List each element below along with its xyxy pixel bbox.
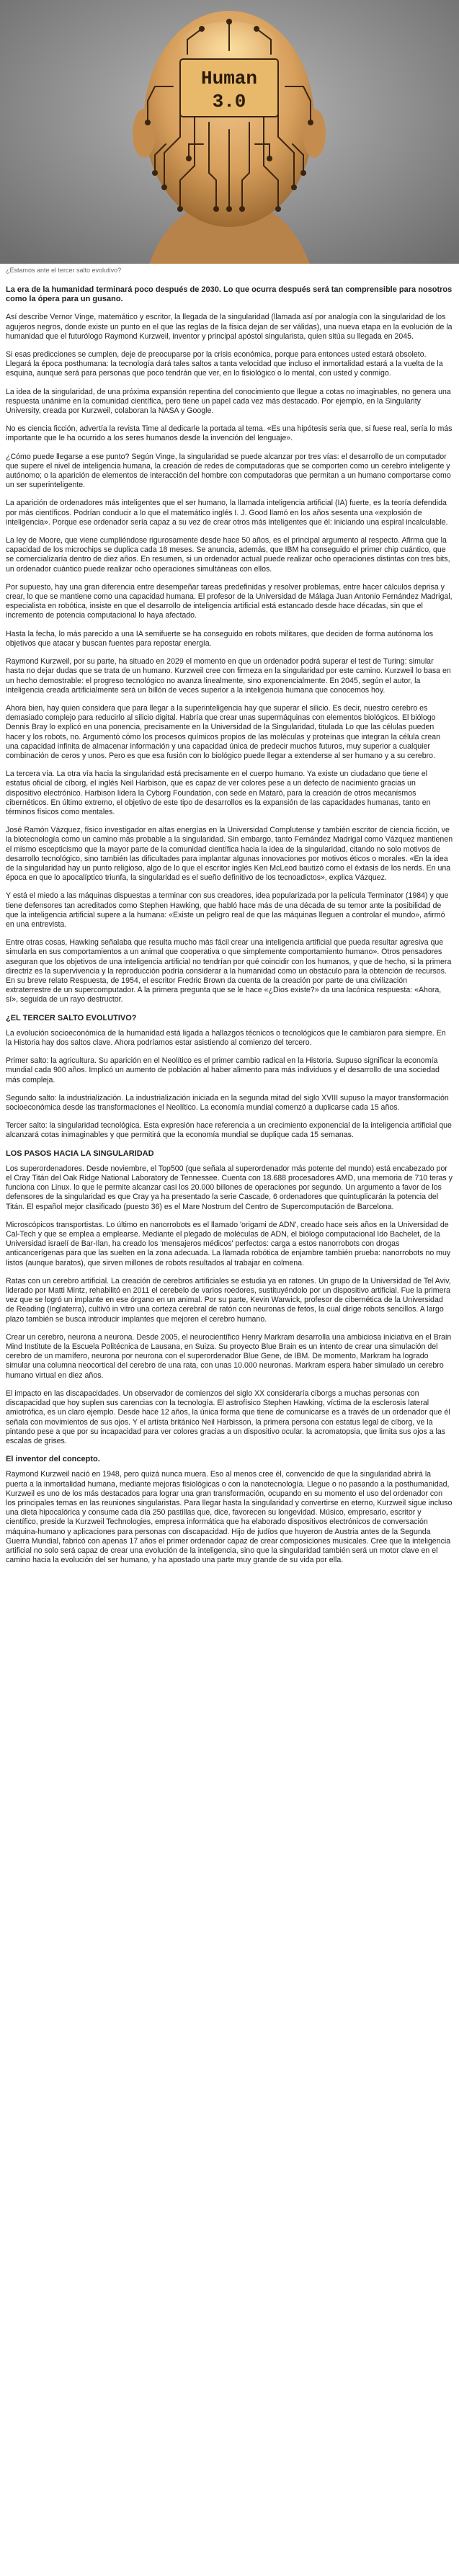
section-heading: LOS PASOS HACIA LA SINGULARIDAD xyxy=(6,1149,154,1158)
article-body xyxy=(0,281,459,1565)
paragraph: Y está el miedo a las máquinas dispuestas a terminar con sus creadores, idea popularizada por la película Terminator (1984) y que tiene defensores tan acreditados como Stephen Hawking, que habló hace más de una década de su temor ante la posibilidad de que la inteligencia artificial supere a la humana: «Existe un peligro real de que las máquinas lleguen a controlar el mundo», afirmó en una entrevista. xyxy=(6,891,449,929)
paragraph: Crear un cerebro, neurona a neurona. Desde 2005, el neurocientífico Henry Markram desarrolla una ambiciosa iniciativa en el Brain Mind Institute de la Escuela Politécnica de Lausana, en Suiza. Su proyecto Blue Brain es un intento de crear una simulación del cerebro de un mamífero, neurona por neurona con el superordenador Blue Gene, de IBM. De momento, Markram ha logrado simular una columna neocortical del cerebro de una rata, con unas 10.000 neuronas. Markram espera haber simulado un cerebro humano virtual en diez años. xyxy=(6,1332,452,1380)
paragraph: Raymond Kurzweil nació en 1948, pero quizá nunca muera. Eso al menos cree él, convencido de que la singularidad abrirá la puerta a la inmortalidad humana, mediante mejoras fisiológicas o con la nanotecnología. Llegue o no pasando a la posthumanidad, Kurzweil es uno de los más destacados para lograr una gran transformación, ocupando en su momento el uso del ordenador con los principales temas en las reuniones singularistas. Para llegar hasta la singularidad y convertirse en eterno, Kurzweil sigue incluso una dieta hipocalórica y consume cada día 250 pastillas que, dice, favorecen su longevidad. Músico, empresario, escritor y científico, preside la Kurzweil Technologies, empresa informática que ha elaborado dispositivos electrónicos de conversación máquina-humano y aplicaciones para personas con discapacidad. Hijo de judíos que huyeron de Austria antes de la Segunda Guerra Mundial, fabricó con apenas 17 años el primer ordenador capaz de crear composiciones musicales. Cree que la inteligencia artificial no solo será capaz de crear una evolución de la inteligencia, sino que la singularidad también será un motor clave en el camino hacia la evolución del ser humano, y ha apostado una parte muy grande de su vida por ella. xyxy=(6,1470,453,1565)
section-heading: ¿EL TERCER SALTO EVOLUTIVO? xyxy=(6,1013,137,1022)
paragraph: La evolución socioeconómica de la humanidad está ligada a hallazgos técnicos o tecnológicos que le cambiaron para siempre. En la Historia hay dos saltos clave. Ahora podríamos estar asistiendo al comienzo del tercero. xyxy=(6,1028,446,1047)
paragraph: La aparición de ordenadores más inteligentes que el ser humano, la llamada inteligencia artificial (IA) fuerte, es la teoría defendida por más científicos. Podrían conducir a lo que el matemático inglés I. J. Good llamó en los años sesenta una «explosión de inteligencia». Porque ese ordenador sería capaz a su vez de crear otros más inteligentes que él: iniciando una espiral incalculable. xyxy=(6,499,448,527)
hero-image xyxy=(0,0,459,281)
paragraph: El impacto en las discapacidades. Un observador de comienzos del siglo XX consideraría cíborgs a muchas personas con discapacidad que hoy suplen sus carencias con la tecnología. El astrofísico Stephen Hawking, víctima de la esclerosis lateral amiotrófica, es un claro ejemplo. Desde hace 12 años, la única forma que tiene de comunicarse es a través de un ordenador que él señala con movimientos de sus ojos. Y el artista británico Neil Harbisson, la primera persona con estatus legal de cíborg, ve la pintando pese a que por su incapacidad para ver colores gracias a un dispositivo ocular. la acromatopsia, que limita sus ojos a las escalas de grises. xyxy=(6,1389,450,1445)
paragraph: Los superordenadores. Desde noviembre, el Top500 (que señala al superordenador más potente del mundo) está encabezado por el Cray Titán del Oak Ridge National Laboratory de Tennessee. Cuenta con 18.688 procesadores AMD, una memoria de 710 teras y funciona con Linux. lo que le permite alcanzar casi los 20.000 billones de operaciones por segundo. Un argumento a favor de los defensores de la singularidad es que Cray ya ha presentado la serie Cascade, 6 ordenadores que quintuplicarán la potencia del Titán. El español mejor clasificado (puesto 36) es el Mare Nostrum del Centro de Supercomputación de Barcelona. xyxy=(6,1164,453,1211)
paragraph: Microscópicos transportistas. Lo último en nanorrobots es el llamado 'origami de ADN', creado hace seis años en la Universidad de Cal-Tech y que se emplea a emplearse. Mediante el plegado de moléculas de ADN, el biólogo computacional Ido Bachelet, de la Universidad israelí de Bar-Ilan, ha creado los 'mensajeros médicos' perfectos: carga a estos nanorrobots con drogas anticancerígenas para que las suelten en la zona adecuada. La llamada robótica de enjambre también prueba: nanorrobots no muy listos (aunque baratos), que sirven millones de robots resultados al trabajar en colmena. xyxy=(6,1220,451,1267)
paragraph: Segundo salto: la industrialización. La industrialización iniciada en la segunda mitad del siglo XVIII supuso la mayor transformación socioeconómica desde las transformaciones el Neolítico. La economía mundial comenzó a duplicarse cada 15 años. xyxy=(6,1093,449,1113)
hero-title-line2: 3.0 xyxy=(212,91,246,112)
paragraph: No es ciencia ficción, advertía la revista Time al dedicarle la portada al tema. «Es una hipótesis seria que, si fuese real, sería lo más importante que le ha ocurrido a los seres humanos desde la invención del lenguaje». xyxy=(6,424,453,443)
paragraph: La idea de la singularidad, de una próxima expansión repentina del conocimiento que llegue a cotas no imaginables, no genera una respuesta unánime en la comunidad científica, pero tiene un papel cada vez más destacado. Por ejemplo, en la Singularity University, creada por Kurzweil, colaboran la NASA y Google. xyxy=(6,387,451,416)
paragraph: Tercer salto: la singularidad tecnológica. Esta expresión hace referencia a un crecimiento exponencial de la inteligencia artificial que alcanzará cotas inimaginables y que permitirá que la economía mundial se duplique cada 15 semanas. xyxy=(6,1121,452,1140)
paragraph: Entre otras cosas, Hawking señalaba que resulta mucho más fácil crear una inteligencia artificial que pueda resultar agresiva que simularla en sus comportamientos a un animal que cooperativa o que simplemente comportamiento humano». Otros pensadores aseguran que los objetivos de una inteligencia artificial no tendrían por qué coincidir con los humanos, y que de hecho, si la primera directriz es la supervivencia y la reproducción podría considerar a la humanidad como un obstáculo para la obtención de recursos. En su breve relato Respuesta, de 1954, el escritor Fredric Brown da cuenta de la creación por parte de una civilización extraterrestre de un supercomputador. A la primera pregunta que se le hace «¿Dios existe?» da una lacónica respuesta: «Ahora, sí», seguida de un rayo destructor. xyxy=(6,938,452,1004)
cyborg-head-illustration xyxy=(0,0,459,281)
image-caption: ¿Estamos ante el tercer salto evolutivo? xyxy=(0,264,459,281)
paragraph: La ley de Moore, que viene cumpliéndose rigurosamente desde hace 50 años, es el principal argumento al respecto. Afirma que la capacidad de los microchips se duplica cada 18 meses. Se anuncia, además, que IBM ha conseguido el primer chip cuántico, que se comercializaría dentro de diez años. En resumen, si un ordenador actual puede realizar ocho operaciones distintas con tres bits, un ordenador cuántico puede realizar ocho operaciones simultáneas con ellos. xyxy=(6,536,450,574)
paragraph: La tercera vía. La otra vía hacia la singularidad está precisamente en el cuerpo humano. Ya existe un ciudadano que tiene el estatus oficial de cíborg, el inglés Neil Harbison, que es capaz de ver colores pese a un defecto de nacimiento gracias un dispositivo electrónico. Harbison lidera la Cyborg Foundation, con sede en Mataró, para la creación de otros mecanismos cibernéticos. En último extremo, el objetivo de este tipo de desarrollos es la expansión de las capacidades humanas, tanto en términos físicos como mentales. xyxy=(6,770,431,816)
paragraph: ¿Cómo puede llegarse a ese punto? Según Vinge, la singularidad se puede alcanzar por tres vías: el desarrollo de un computador que supere el nivel de inteligencia humana, la creación de redes de computadoras que se comporten como un cerebro inteligente y autónomo; o la aparición de elementos de interacción del hombre con computadoras que permitan a un humano comportarse como un ser superinteligente. xyxy=(6,452,451,490)
paragraph: Hasta la fecha, lo más parecido a una IA semifuerte se ha conseguido en robots militares, que deciden de forma autónoma los objetivos que atacar y buscan fuentes para repostar energía. xyxy=(6,629,434,648)
hero-title-line1: Human xyxy=(200,68,258,89)
paragraph: José Ramón Vázquez, físico investigador en altas energías en la Universidad Complutense y también escritor de ciencia ficción, ve la biotecnología como un camino más probable a la singularidad. Sin embargo, tanto Fernández Madrigal como Vázquez mantienen el mismo escepticismo que la mayor parte de la comunidad científica hacia la idea de la singularidad, citando no solo motivos de desarrollo tecnológico, sino también las dificultades para implantar algunas innovaciones por motivos éticos o morales. «En la idea de la singularidad hay un punto religioso, algo de lo que el escritor inglés Ken McLeod bautizó como el éxtasis de los nerds. En una época en que lo apocalíptico triunfa, la singularidad es el sueño definitivo de los tecnoadictos», explica Vázquez. xyxy=(6,826,453,883)
section-heading: El inventor del concepto. xyxy=(6,1455,100,1464)
paragraph: Primer salto: la agricultura. Su aparición en el Neolítico es el primer cambio radical en la Historia. Supuso significar la economía mundial cada 900 años. Implicó un aumento de población al haber alimento para más individuos y el desarrollo de una sociedad más compleja. xyxy=(6,1056,440,1084)
paragraph: Si esas predicciones se cumplen, deje de preocuparse por la crisis económica, porque para entonces usted estará obsoleto. Llegará la época posthumana: la tecnología dará tales saltos a tanta velocidad que incluso el inmortalidad estará a la vuelta de la esquina, aunque será para personas que poco tendrán que ver, en lo fisiológico o lo mental, con usted y conmigo. xyxy=(6,350,443,378)
paragraph: Ratas con un cerebro artificial. La creación de cerebros artificiales se estudia ya en ratones. Un grupo de la Universidad de Tel Aviv, liderado por Matti Mintz, rehabilitó en 2011 el cerebelo de varios roedores, sustituyéndolo por un dispositivo artificial. Fue la primera vez que se logró un implante en ese órgano en un animal. Por su parte, Kevin Warwick, profesor de cibernética de la Universidad de Reading (Inglaterra), cultivó in vitro una corteza cerebral de ratón con neuronas de fetos, la cual dirige robots sencillos. A largo plazo también se busca introducir implantes que mejoren el cerebro humano. xyxy=(6,1276,451,1324)
paragraph: Ahora bien, hay quien considera que para llegar a la superinteligencia hay que superar el silicio. Es decir, nuestro cerebro es demasiado complejo para reducirlo al silicio digital. Habría que crear unas supermáquinas con elementos biológicos. El biólogo Dennis Bray lo explicó en una ponencia, precisamente en la Universidad de la Singularidad, titulada Lo que las células pueden hacer y los robots, no. Argumentó cómo los procesos químicos propios de las moléculas y proteínas que integran la célula crean una capacidad infinita de almacenar información y una capacidad única de predecir muchos futuros, muy superior a cualquier combinación de ceros y unos. Pero es que esa fusión con lo biológico puede llegar a extenderse al ser humano y a su cerebro. xyxy=(6,703,440,760)
paragraph: Raymond Kurzweil, por su parte, ha situado en 2029 el momento en que un ordenador podrá superar el test de Turing: simular hasta no dejar dudas que se trata de un humano. Kurzweil cree con firmeza en la singularidad por este camino. Kurzweil lo basa en un hecho demostrable: el progreso tecnológico no avanza linealmente, sino exponencialmente. En 2045, según el autor, la inteligencia creada artificialmente será un billón de veces superior a la inteligencia humana que conocemos hoy. xyxy=(6,657,451,695)
paragraph: Por supuesto, hay una gran diferencia entre desempeñar tareas predefinidas y resolver problemas, entre hacer cálculos deprisa y crear, lo que se mantiene como una capacidad humana. El profesor de la Universidad de Málaga Juan Antonio Fernández Madrigal, especialista en robótica, insiste en que el desarrollo de inteligencia artificial está estancado desde hace décadas, sin que el incremento de potencia computacional lo haya afectado. xyxy=(6,582,453,620)
paragraph: Así describe Vernor Vinge, matemático y escritor, la llegada de la singularidad (llamada así por analogía con la singularidad de los agujeros negros, donde existe un punto en el que las reglas de la física dejan de ser válidas), una nueva etapa en la evolución de la humanidad que el futurólogo Raymond Kurzweil, inventor y principal apóstol singularista, quien sitúa su llegada en 2045. xyxy=(6,313,453,341)
lead-paragraph: La era de la humanidad terminará poco después de 2030. Lo que ocurra después será tan comprensible para nosotros como la ópera para un gusano. xyxy=(6,285,453,304)
